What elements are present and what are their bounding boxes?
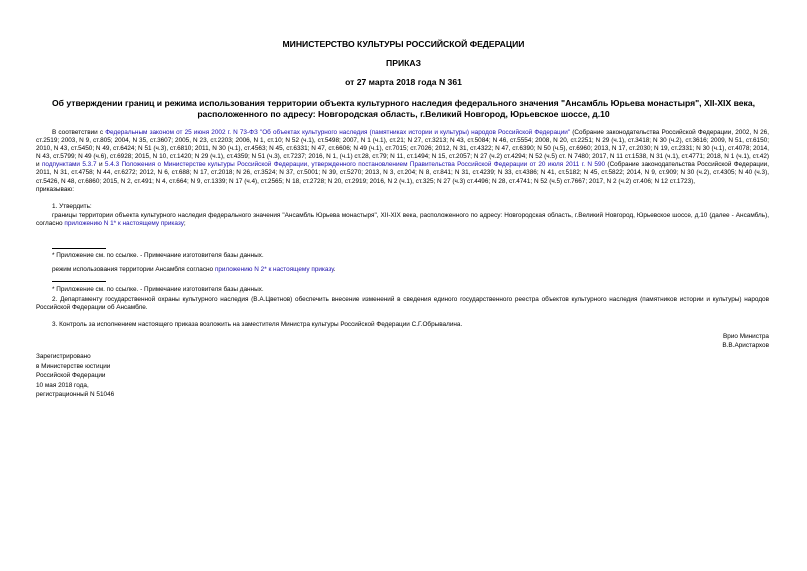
preamble-text-1: В соответствии с xyxy=(52,129,106,136)
order-word: приказываю: xyxy=(36,185,74,193)
signatory-name: В.В.Аристархов xyxy=(722,342,769,349)
registration-line-1: Зарегистрировано xyxy=(36,353,91,360)
footnote-2: * Приложение см. по ссылке. - Примечание изготовителя базы данных. xyxy=(52,286,264,293)
ministry-heading: МИНИСТЕРСТВО КУЛЬТУРЫ РОССИЙСКОЙ ФЕДЕРАЦИИ xyxy=(282,39,525,49)
regulation-link[interactable]: 5.4.3 Положения о Министерстве культуры Российской Федерации, утвержденного постановлением Правительства Российской Федерации от 20 июля 2011 г. N 590 xyxy=(104,161,606,169)
signature-block xyxy=(722,332,769,350)
footnote-1: * Приложение см. по ссылке. - Примечание изготовителя базы данных. xyxy=(52,252,264,259)
appendix-2-link[interactable]: приложению N 2* к настоящему приказу xyxy=(214,266,334,273)
preamble-text-2: (Собрание законодательства Российской Федерации, 2002, N 26, ст.2519; 2003, N 9, ст.805; 2004, N 35, ст.3607; 2005, N 23, ст.2203; 2006, N 1, ст.10; N 52 (ч.1), ст.5498; 2007, N 1 (ч.1), ст.21; N 27, ст.3213; N 43, ст.5084; N 46, ст.5554; 2008, N 20, ст.2251; N 29 (ч.1), ст.3418; N 30 (ч.2), ст.3616; 2009, N 51, ст.6150; 2010, N 43, ст.5450; N 49, ст.6424; N 51 (ч.3), ст.6810; 2011, N 30 (ч.1), ст.4563; N 45, ст.6331; N 47, ст.6606; N 49 (ч.1), ст.7015; ст.7026; 2012, N 31, ст.4322; N 47, ст.6390; N 50 (ч.5), ст.6960; 2013, N 17, ст.2030; N 19, ст.2331; N 30 (ч.1), ст.4078; 2014, N 43, ст.5799; N 49 (ч.6), ст.6928; 2015, N 10, ст.1420; N 29 (ч.1), ст.4359; N 51 (ч.3), ст.7237; 2016, N 1, (ч.1) ст.28, ст.79; N 11, ст.1494; N 15, ст.2057; N 27 (ч.2) ст.4294; N 52 (ч.5) ст. N 7480; 2017, N 11 ст.1538, N 31 (ч.1), ст.4771; 2018, N 1 (ч.1), ст.42) и xyxy=(36,129,769,169)
item-3-paragraph: 3. Контроль за исполнением настоящего приказа возложить на заместителя Министра культуры Российской Федерации С.Г.Обрывалина. xyxy=(52,321,463,328)
item-1-boundaries xyxy=(36,212,769,228)
item-1-regime xyxy=(36,266,769,274)
preamble-paragraph xyxy=(36,129,769,194)
item-2-paragraph: 2. Департаменту государственной охраны культурного наследия (В.А.Цветнов) обеспечить внесение изменений в сведения единого государственного реестра объектов культурного наследия (памятников истории и культуры) народов Российской Федерации об Ансамбле. xyxy=(36,296,769,312)
appendix-1-link[interactable]: приложению N 1* к настоящему приказу xyxy=(64,220,184,228)
registration-line-2: в Министерстве юстиции xyxy=(36,362,111,370)
document-date: от 27 марта 2018 года N 361 xyxy=(345,77,462,87)
footnote-divider-2 xyxy=(52,281,106,282)
preamble-text-4: (Собрание законодательства Российской Федерации, 2011, N 31, ст.4758; N 44, ст.6272; 2012, N 6, ст.688; N 17, ст.2018; N 26, ст.3524; N 37, ст.5001; N 39, ст.5270; 2013, N 3, ст.204; N 8, ст.841; N 31, ст.4239; N 33, ст.4386; N 41, ст.5182; N 45, ст.5822; 2014, N 9, ст.909; N 30 (ч.2), ст.4305; N 40 (ч.3), ст.5426, N 48, ст.6860; 2015, N 2, ст.491; N 4, ст.664; N 9, ст.1339; N 17 (ч.4), ст.2565; N 18, ст.2728; N 20, ст.2919; 2016, N 2 (ч.1), ст.325; N 27 (ч.3) ст.4496; N 28, ст.4741; N 52 (ч.5) ст.7667; 2017, N 2 (ч.2) ст.406; N 12 ст.1723), xyxy=(36,161,770,185)
document-title: Об утверждении границ и режима использования территории объекта культурного наследия федерального значения "Ансамбль Юрьева монастыря", XII-XIX века, расположенного по адресу: Новгородская область, г.Великий Новгород, Юрьевское шоссе, д.10 xyxy=(52,98,755,119)
subparagraph-link[interactable]: подпунктами 5.3.7 xyxy=(41,161,97,169)
signatory-position: Врио Министра xyxy=(723,333,769,340)
registration-line-3: Российской Федерации xyxy=(36,372,106,380)
item-1-regime-text: режим использования территории Ансамбля согласно xyxy=(52,266,215,273)
item-1-heading: 1. Утвердить: xyxy=(52,203,92,210)
footnote-divider-1 xyxy=(52,248,106,249)
item-1-boundaries-end: ; xyxy=(183,220,186,228)
registration-block xyxy=(36,352,114,400)
registration-line-4: 10 мая 2018 года, xyxy=(36,381,89,389)
preamble-text-3: и xyxy=(96,161,105,169)
document-type: ПРИКАЗ xyxy=(386,58,421,68)
registration-line-5: регистрационный N 51046 xyxy=(36,391,115,399)
federal-law-link[interactable]: Федеральным законом от 25 июня 2002 г. N 73-ФЗ "Об объектах культурного наследия (памятниках истории и культуры) народов Российской Федерации" xyxy=(105,129,571,136)
item-1-regime-end: . xyxy=(333,266,336,273)
item-1-boundaries-text: границы территории объекта культурного наследия федерального значения "Ансамбль Юрьева монастыря", XII-XIX века, расположенного по адресу: Новгородская область, г.Великий Новгород, Юрьевское шоссе, д.10 (далее - Ансамбль), согласно xyxy=(36,212,769,228)
